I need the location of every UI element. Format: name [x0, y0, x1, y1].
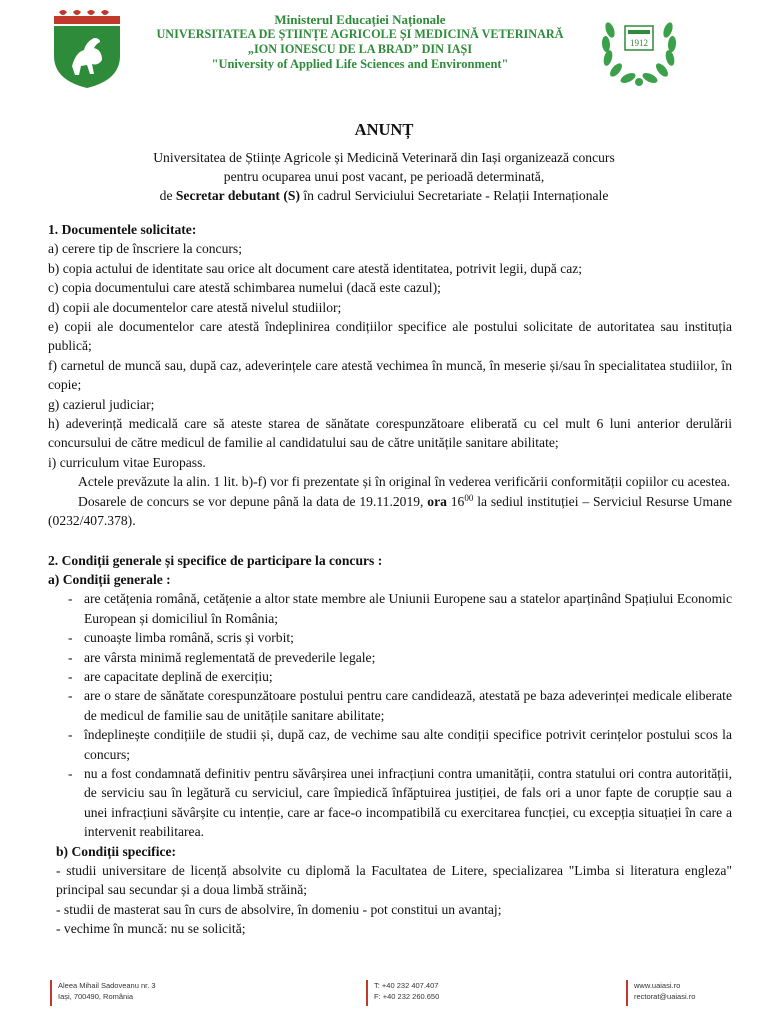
list-item: - îndeplinește condițiile de studii și, după caz, de vechime sau alte condiții specifice potrivit cerințelor postului scos la concurs;	[68, 727, 732, 762]
document-item: i) curriculum vitae Europass.	[48, 454, 206, 470]
list-item: - cunoaște limba română, scris și vorbit;	[68, 630, 294, 646]
founding-year: 1912	[630, 38, 648, 48]
document-item: b) copia actului de identitate sau orice alt document care atestă identitatea, potrivit legii, după caz;	[48, 260, 583, 276]
laurel-wreath-logo	[598, 8, 680, 88]
intro-line: de Secretar debutant (S) în cadrul Serviciului Secretariate - Relații Internaționale	[159, 188, 609, 203]
list-item: - studii universitare de licență absolvite cu diplomă la Facultatea de Litere, specializarea "Limba si literatura engleza" principal sau secundar și a doua limbă străină;	[56, 863, 732, 898]
section-heading: 2. Condiții generale și specifice de participare la concurs :	[48, 552, 383, 568]
university-name: UNIVERSITATEA DE ȘTIINȚE AGRICOLE ȘI MEDICINĂ VETERINARĂ	[156, 27, 564, 41]
list-item: - are vârsta minimă reglementată de prevederile legale;	[68, 649, 376, 665]
letterhead	[0, 0, 768, 100]
website-link[interactable]: www.uaiasi.ro	[634, 981, 681, 990]
paragraph: Actele prevăzute la alin. 1 lit. b)-f) vor fi prezentate și în original în vederea verificării conformității copiilor cu acestea.	[78, 474, 731, 490]
university-patron: „ION IONESCU DE LA BRAD” DIN IAȘI	[247, 42, 473, 56]
submission-deadline: Dosarele de concurs se vor depune până la data de 19.11.2019, ora $16^{00}$ la sediul instituției – Serviciul Resurse Umane (0232/407.378).	[48, 492, 732, 529]
list-item: - nu a fost condamnată definitiv pentru săvârșirea unei infracțiuni contra umanității, contra statului ori contra autorității, de serviciu sau în legătură cu serviciul, care împiedică înfăptuirea justiției, de fals ori a unor fapte de corupție sau a unei infracțiuni săvârșite cu intenție, care ar face-o incompatibilă cu exercitarea funcției, cu excepția situației în care a intervenit reabilitarea.	[68, 765, 732, 840]
page-footer	[0, 972, 768, 1024]
document-item: f) carnetul de muncă sau, după caz, adeverințele care atestă vechimea în muncă, în meserie și/sau în specialitatea studiilor, în copie;	[48, 357, 732, 393]
page-title: ANUNȚ	[354, 120, 414, 139]
list-item: - vechime în muncă: nu se solicită;	[56, 921, 246, 937]
subsection-heading: a) Condiții generale :	[48, 571, 171, 587]
document-item: h) adeverință medicală care să ateste starea de sănătate corespunzătoare eliberată cu cel mult 6 luni anterior derulării concursului de către medicul de familie al candidatului sau de către unitățile sanitare abilitate;	[48, 416, 732, 451]
list-item: - studii de masterat sau în curs de absolvire, în domeniu - pot constitui un avantaj;	[56, 901, 502, 917]
email-link[interactable]: rectorat@uaiasi.ro	[634, 992, 696, 1001]
subsection-heading: b) Condiții specifice:	[56, 843, 177, 859]
crest-horse-logo	[50, 8, 124, 88]
footer-address: Aleea Mihail Sadoveanu nr. 3 Iași, 700490, România	[50, 980, 156, 1006]
ministry-name: Ministerul Educației Naționale	[274, 12, 446, 27]
intro-line: Universitatea de Științe Agricole și Medicină Veterinară din Iași organizează concurs	[153, 150, 615, 165]
footer-web	[626, 980, 695, 1006]
document-item: a) cerere tip de înscriere la concurs;	[48, 241, 242, 257]
document-item: c) copia documentului care atestă schimbarea numelui (dacă este cazul);	[48, 280, 441, 296]
list-item: - are capacitate deplină de exercițiu;	[68, 668, 273, 684]
position-title: Secretar debutant (S)	[175, 188, 300, 203]
intro-line: pentru ocuparea unui post vacant, pe perioadă determinată,	[223, 169, 545, 184]
document-item: e) copii ale documentelor care atestă îndeplinirea condițiilor specifice ale postului solicitate de autoritatea sau instituția publică;	[48, 319, 732, 354]
announcement-intro	[40, 148, 728, 205]
document-item: g) cazierul judiciar;	[48, 396, 155, 412]
university-english-name: "University of Applied Life Sciences and Environment"	[211, 57, 509, 71]
list-item: - are o stare de sănătate corespunzătoare postului pentru care candidează, atestată pe baza adeverinței medicale eliberate de medicul de familie sau de unitățile sanitare abilitate;	[68, 688, 732, 723]
section-heading: 1. Documentele solicitate:	[48, 222, 197, 237]
list-item: - are cetățenia română, cetățenie a altor state membre ale Uniunii Europene sau a statelor aparținând Spațiului Economic European și domiciliul în România;	[68, 591, 732, 626]
footer-phone: T: +40 232 407.407 F: +40 232 260.650	[366, 980, 439, 1006]
document-item: d) copii ale documentelor care atestă nivelul studiilor;	[48, 299, 342, 315]
announcement-body	[48, 220, 732, 939]
